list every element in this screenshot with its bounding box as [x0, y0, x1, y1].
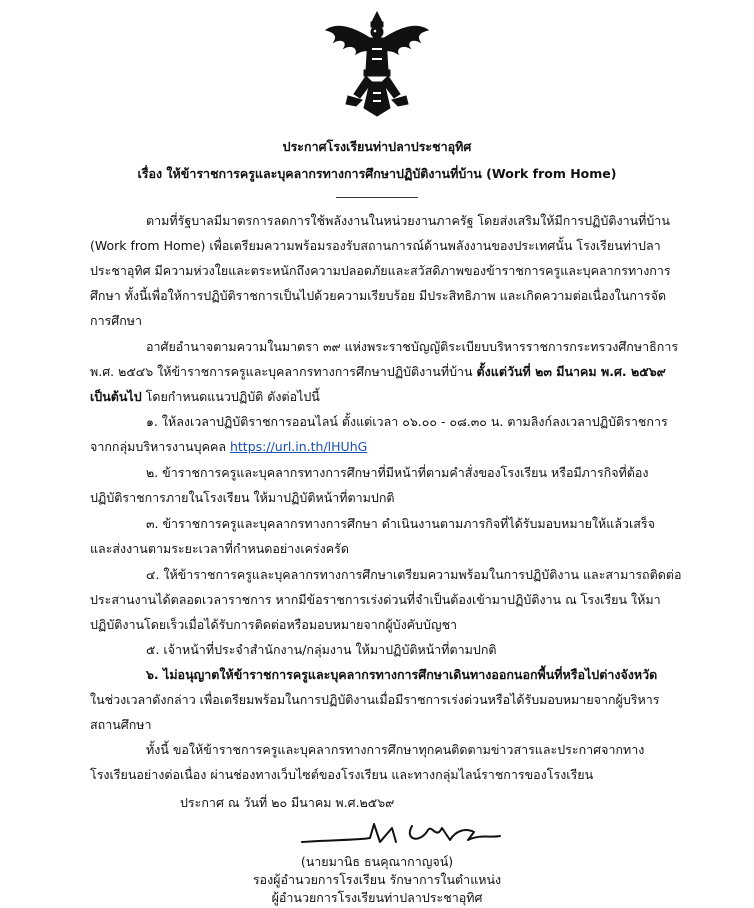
effective-date-suffix: เป็นต้นไป — [90, 389, 142, 404]
paragraph-line: (Work from Home) เพื่อเตรียมความพร้อมรองรับสถานการณ์ด้านพลังงานของประเทศนั้น โรงเรียนท่าปลา — [90, 238, 661, 253]
list-item-line: ปฏิบัติงานโดยเร็วเมื่อได้รับการติดต่อหรือมอบหมายจากผู้บังคับบัญชา — [90, 617, 458, 632]
paragraph-line: ตามที่รัฐบาลมีมาตรการลดการใช้พลังงานในหน่วยงานภาครัฐ โดยส่งเสริมให้มีการปฏิบัติงานที่บ้าน — [146, 213, 670, 228]
list-item: ๑. ให้ลงเวลาปฏิบัติราชการออนไลน์ ตั้งแต่เวลา ๐๖.๐๐ - ๐๘.๓๐ น. ตามลิงก์ลงเวลาปฏิบัติราชการ — [146, 414, 668, 429]
list-item: ๒. ข้าราชการครูและบุคลากรทางการศึกษาที่มีหน้าที่ตามคำสั่งของโรงเรียน หรือมีภารกิจที่ต้อง — [146, 465, 649, 480]
announcement-date: ประกาศ ณ วันที่ ๒๐ มีนาคม พ.ศ.๒๕๖๙ — [180, 795, 395, 810]
paragraph-line — [90, 389, 650, 405]
text-span: จากกลุ่มบริหารงานบุคคล — [90, 439, 230, 454]
garuda-emblem-icon — [320, 8, 434, 122]
announcement-subject: เรื่อง ให้ข้าราชการครูและบุคลากรทางการศึกษาปฏิบัติงานที่บ้าน (Work from Home) — [137, 166, 617, 181]
paragraph-line: การศึกษา — [90, 313, 143, 328]
paragraph-line: ทั้งนี้ ขอให้ข้าราชการครูและบุคลากรทางการศึกษาทุกคนติดตามข่าวสารและประกาศจากทาง — [146, 742, 645, 757]
list-item: ๕. เจ้าหน้าที่ประจำสำนักงาน/กลุ่มงาน ให้มาปฏิบัติหน้าที่ตามปกติ — [146, 642, 497, 657]
paragraph-line: ประชาอุทิศ มีความห่วงใยและตระหนักถึงความปลอดภัยและสวัสดิภาพของข้าราชการครูและบุคลากรทางการ — [90, 263, 671, 278]
signer-name: (นายมานิธ ธนคุณากาญจน์) — [300, 854, 454, 869]
effective-date-text: ตั้งแต่วันที่ ๒๓ มีนาคม พ.ศ. ๒๕๖๙ — [476, 364, 666, 379]
paragraph-line: โรงเรียนอย่างต่อเนื่อง ผ่านช่องทางเว็บไซต์ของโรงเรียน และทางกลุ่มไลน์ราชการของโรงเรียน — [90, 767, 594, 782]
paragraph-line: อาศัยอำนาจตามความในมาตรา ๓๙ แห่งพระราชบัญญัติระเบียบบริหารราชการกระทรวงศึกษาธิการ — [146, 339, 679, 354]
signer-position: รองผู้อำนวยการโรงเรียน รักษาการในตำแหน่ง — [252, 872, 502, 887]
list-item-line: ปฏิบัติราชการภายในโรงเรียน ให้มาปฏิบัติหน้าที่ตามปกติ — [90, 490, 395, 505]
list-item-line: สถานศึกษา — [90, 717, 152, 732]
text-span: โดยกำหนดแนวปฏิบัติ ดังต่อไปนี้ — [141, 389, 320, 404]
list-item: ๓. ข้าราชการครูและบุคลากรทางการศึกษา ดำเนินงานตามภารกิจที่ได้รับมอบหมายให้แล้วเสร็จ — [146, 516, 655, 531]
title-divider — [336, 197, 418, 198]
paragraph-line — [90, 364, 666, 380]
list-item-line: ในช่วงเวลาดังกล่าว เพื่อเตรียมพร้อมในการปฏิบัติงานเมื่อมีราชการเร่งด่วนหรือได้รับมอบหมายจากผู้บริหาร — [90, 692, 660, 707]
signature-image — [300, 820, 510, 850]
list-item: ๔. ให้ข้าราชการครูและบุคลากรทางการศึกษาเตรียมความพร้อมในการปฏิบัติงาน และสามารถติดต่อ — [146, 567, 682, 582]
announcement-title: ประกาศโรงเรียนท่าปลาประชาอุทิศ — [282, 139, 472, 154]
list-item: ๖. ไม่อนุญาตให้ข้าราชการครูและบุคลากรทางการศึกษาเดินทางออกนอกพื้นที่หรือไปต่างจังหวัด — [146, 667, 658, 682]
list-item-line — [90, 439, 650, 455]
list-item-line: ประสานงานได้ตลอดเวลาราชการ หากมีข้อราชการเร่งด่วนที่จำเป็นต้องเข้ามาปฏิบัติงาน ณ โรงเรียน ให้มา — [90, 592, 661, 607]
text-span: พ.ศ. ๒๕๔๖ ให้ข้าราชการครูและบุคลากรทางการศึกษาปฏิบัติงานที่บ้าน — [90, 364, 477, 379]
time-attendance-link[interactable]: https://url.in.th/lHUhG — [229, 439, 368, 454]
signer-position-2: ผู้อำนวยการโรงเรียนท่าปลาประชาอุทิศ — [271, 890, 483, 905]
paragraph-line: ศึกษา ทั้งนี้เพื่อให้การปฏิบัติราชการเป็นไปด้วยความเรียบร้อย มีประสิทธิภาพ และเกิดความต่อเนื่องในการจัด — [90, 288, 667, 303]
list-item-line: และส่งงานตามระยะเวลาที่กำหนดอย่างเคร่งครัด — [90, 541, 349, 556]
